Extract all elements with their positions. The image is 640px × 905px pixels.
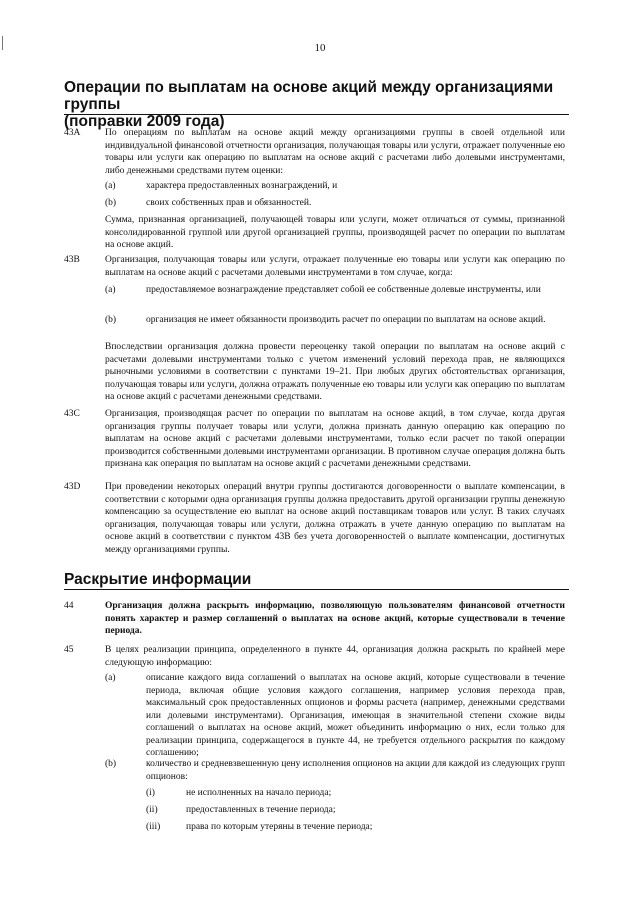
paragraph-number-45: 45: [64, 645, 74, 655]
heading-underline-2: [64, 589, 569, 590]
section-heading-disclosure: [64, 571, 564, 588]
list-item-43A-a: характера предоставленных вознаграждений, и: [146, 181, 338, 191]
heading-disclosure-text: Раскрытие информации: [64, 571, 252, 588]
list-label-45-b: (b): [105, 759, 117, 769]
sublist-item-ii: предоставленных в течение периода;: [186, 805, 336, 815]
paragraph-number-44: 44: [64, 601, 74, 611]
paragraph-43B-text: Организация, получающая товары или услуги, отражает полученные ею товары или услуги как операцию по выплатам на основе акций с расчетами долевыми инструментами в том случае, когда:: [105, 255, 565, 278]
list-item-43B-b: организация не имеет обязанности производить расчет по операции по выплатам на основе акций.: [146, 315, 546, 325]
paragraph-number-43B: 43B: [64, 255, 80, 265]
paragraph-43D-text: При проведении некоторых операций внутри группы достигаются договоренности о выплате компенсации, в соответствии с которыми одна организация группы должна предоставить другой организации группы денежную компенсацию за осуществление ею выплат на основе акций поставщикам товаров или услуг. В таких случаях организация, получающая товары или услуги, должна отражать в учете данную операцию по выплатам на основе акций в соответствии с пунктом 43B без учета договоренностей о выплате компенсации, достигнутых между организациями группы.: [105, 482, 565, 555]
paragraph-43A-text: По операциям по выплатам на основе акций между организациями группы в своей отдельной или индивидуальной финансовой отчетности организация, получающая товары или услуги, отражает полученные ею товары или услуги как операцию по выплатам на основе акций с расчетами либо долевыми инструментами, либо денежными средствами путем оценки:: [105, 128, 565, 176]
paragraph-number-43D: 43D: [64, 482, 81, 492]
heading-underline: [64, 114, 569, 115]
sublist-item-i: не исполненных на начало периода;: [186, 788, 332, 798]
sublist-label-ii: (ii): [146, 805, 158, 815]
list-label-43A-b: (b): [105, 198, 117, 208]
list-item-45-b: количество и средневзвешенную цену исполнения опционов на акции для каждой из следующих групп опционов:: [146, 759, 565, 782]
list-item-45-a: описание каждого вида соглашений о выплатах на основе акций, которые существовали в течение периода, включая общие условия каждого соглашения, например условия перехода прав, максимальный срок предоставленных опционов и формы расчета (например, денежными средствами или долевыми инструментами). Организация, имеющая в значительной степени схожие виды соглашений о выплатах на основе акций, может объединить информацию о них, если только для реализации принципа, содержащегося в пункте 44, не требуется отдельного раскрытия по каждому соглашению;: [146, 673, 565, 758]
heading-line-1: Операции по выплатам на основе акций между организациями группы: [64, 79, 554, 113]
paragraph-number-43A: 43A: [64, 128, 81, 138]
heading-line-2: (поправки 2009 года): [64, 113, 225, 130]
paragraph-43B-follow: Впоследствии организация должна провести переоценку такой операции по выплатам на основе акций с расчетами долевыми инструментами только с учетом изменений условий перехода прав, не являющихся рыночными условиями в соответствии с пунктами 19–21. При любых других обстоятельствах организация, получающая товары или услуги, должна отражать полученные ею товары или услуги как операцию по выплатам на основе акций с расчетами денежными средствами.: [105, 342, 565, 402]
list-item-43B-a: предоставляемое вознаграждение представляет собой ее собственные долевые инструменты, или: [146, 285, 541, 295]
list-label-43B-b: (b): [105, 315, 117, 325]
paragraph-number-43C: 43C: [64, 409, 80, 419]
list-item-43A-b: своих собственных прав и обязанностей.: [146, 198, 312, 208]
list-label-43A-a: (a): [105, 181, 116, 191]
sublist-label-iii: (iii): [146, 822, 161, 832]
paragraph-43C-text: Организация, производящая расчет по операции по выплатам на основе акций, в том случае, когда другая организация группы получает товары или услуги, должна признать данную операцию как операцию по выплатам на основе акций с расчетами долевыми инструментами, только если расчет по такой операции производится собственными долевыми инструментами организации. В противном случае операция должна быть признана как операция по выплатам на основе акций с расчетами денежными средствами.: [105, 409, 565, 469]
list-label-43B-a: (a): [105, 285, 116, 295]
list-label-45-a: (a): [105, 673, 116, 683]
page-number: 10: [314, 42, 326, 54]
sublist-item-iii: права по которым утеряны в течение периода;: [186, 822, 373, 832]
paragraph-45-text: В целях реализации принципа, определенного в пункте 44, организация должна раскрыть по крайней мере следующую информацию:: [105, 645, 565, 668]
paragraph-43A-follow: Сумма, признанная организацией, получающей товары или услуги, может отличаться от суммы, признанной консолидированной группой или другой организацией группы, производящей расчет по операции по выплатам на основе акций.: [105, 215, 565, 250]
section-heading-share-based-payments-group: [64, 79, 564, 130]
sublist-label-i: (i): [146, 788, 155, 798]
paragraph-44-text: Организация должна раскрыть информацию, позволяющую пользователям финансовой отчетности понять характер и размер соглашений о выплатах на основе акций, которые существовали в течение периода.: [105, 601, 565, 636]
